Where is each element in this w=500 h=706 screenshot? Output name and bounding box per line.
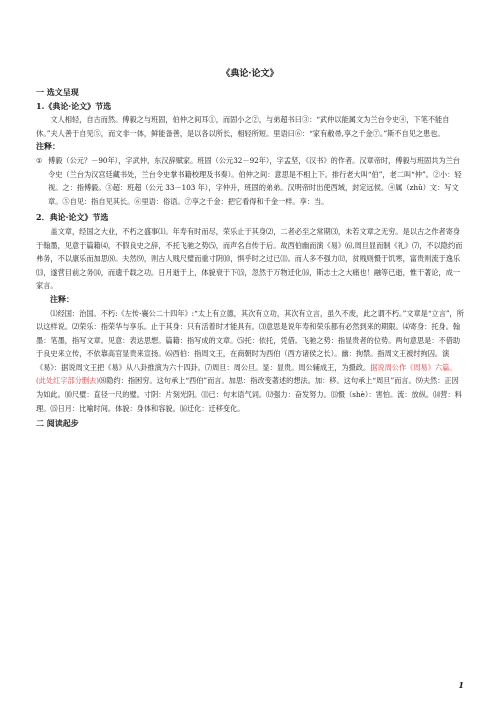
notes-1-marker: ① <box>36 155 43 165</box>
notes-1-entry <box>36 154 464 208</box>
excerpt-2-paragraph: 盖文章，经国之大业，不朽之盛事⑴。年寿有时而尽，荣乐止于其身⑵，二者必至之常期⑶，未若文章之无穷。是以古之作者寄身于翰墨，见意于篇籍⑷，不假良史之辞，不托飞驰之势⑸，而声名自传于后。故西伯幽而演《易》⑹,周旦显而制《礼》⑺，不以隐约而弗务，不以康乐而加思⑻。夫然⑼，则古人贱尺璧而重寸阴⑽，惧乎时之过已⑾。而人多不强力⑿，贫贱则慑于饥寒，富贵则流于逸乐⒀，遂营目前之务⒁，而遗千载之功。日月逝于上，体貌衰于下⒂，忽然于万物迁化⒃，斯志士之大痛也！融等已逝，惟干著论，成一家言。 <box>36 226 463 291</box>
notes-1-label: 注释： <box>36 141 60 152</box>
notes-2-deleted-remark: 据说周公作《周易》六篇。(此处红字部分删去) <box>36 362 457 386</box>
excerpt-1-paragraph: 文人相轻，自古而然。傅毅之与班固，伯仲之间耳①，而固小之②，与弟超书曰③：“武仲以能属文为兰台令史④，下笔不能自休。”夫人善于自见⑤，而文非一体，鲜能备善，是以各以所长，相轻所短。里语曰⑥：“家有敝帚,享之千金⑦。”斯不自见之患也。 <box>36 115 450 138</box>
notes-2-label: 注释： <box>50 293 74 304</box>
document-title: 《典论·论文》 <box>221 69 279 79</box>
notes-1-text: 傅毅（公元？－90年），字武仲，东汉辞赋家。班固（公元32－92年），字孟坚，《汉书》的作者。汉章帝时，傅毅与班固共为兰台令史（兰台为汉宫廷藏书处，兰台令史掌书籍校理及书奏）。伯仲之间：意思是不相上下。排行老大叫“伯”，老二叫“仲”。②小：轻视。之：指傅毅。③超：班超（公元 33－103 年），字仲升，班固的弟弟。汉明帝时出使西域，封定远侯。④属（zhǔ）文：写文章。⑤自见：指自见其长。⑥里语：俗语。⑦享之千金：把它看得和千金一样。享：当。 <box>48 155 462 206</box>
section-heading-1: 一 选文呈现 <box>36 87 79 97</box>
notes-2-paragraph <box>36 307 464 416</box>
notes-2-text-part-1: ⑴经国：治国。不朽:《左传·襄公二十四年》:“太上有立德，其次有立功，其次有立言，虽久不废，此之谓不朽。”文章是“立言”，所以这样说。⑵荣乐：指荣华与享乐。止于其身：只有活着时才能具有。⑶意思是说年寿和荣乐都有必然到来的期限。⑷寄身：托身。翰墨：笔墨，指写文章。见意：表达思想。篇籍：指写成的文章。⑸托：依托，凭借。飞驰之势：指显贵者的位势。两句意思是：不借助于良史来立传，不依靠高官显贵来宣扬。⑹西伯：指周文王，在商朝时为西伯（西方诸侯之长）。幽：拘禁。指周文王被纣拘囚。演《易》：据说周文王把《易》从八卦推演为六十四卦。⑺周旦：周公旦。显：显贵。周公辅成王，为摄政。 <box>36 308 464 372</box>
page-number: 1 <box>458 680 464 690</box>
section-selected-text <box>36 86 464 431</box>
excerpt-1-heading: 1.《典论·论文》节选 <box>36 100 112 111</box>
notes-2-text-part-2: ⑻隐约：指困穷。这句承上“西伯”而言。加思：指改变著述的想法。加：移。这句承上“周旦”而言。⑼夫然：正因为如此。⑽尺璧：直径一尺的璧。寸阴：片刻光阴。⑾已：句末语气词。⑿强力：奋发努力。⒀慑（shè）：害怕。流：放纵。⒁营：料理。⒂日月：比喻时间。体貌：身体和容貌。⒃迁化：迁移变化。 <box>36 376 462 413</box>
excerpt-2-heading: 2．典论·论文》节选 <box>36 212 109 223</box>
section-heading-2: 二 阅读起步 <box>36 418 79 429</box>
